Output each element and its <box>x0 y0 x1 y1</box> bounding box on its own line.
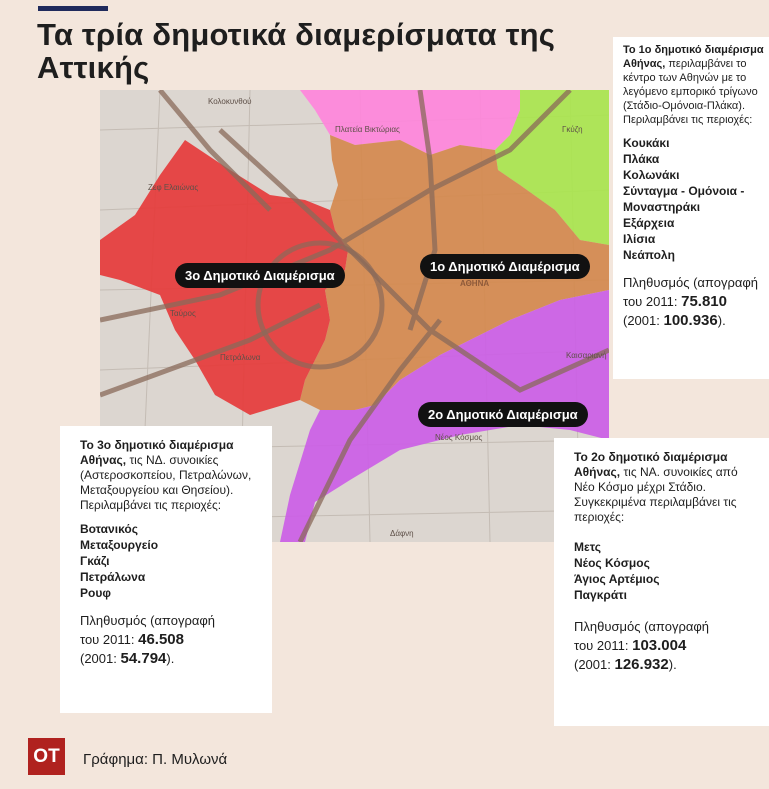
area-item: Ρουφ <box>80 586 111 600</box>
place-label: Καισαριανή <box>566 351 607 360</box>
pop-2011-value: 46.508 <box>138 631 184 648</box>
pop-2011-value: 103.004 <box>632 637 687 654</box>
pop-year-2011: του 2011: <box>623 294 678 309</box>
pop-label: Πληθυσμός (απογραφή <box>80 613 216 628</box>
district-2-intro-rest: τις ΝΑ. συνοικίες από Νέο Κόσμο μέχρι Στάδιο. Συγκεκριμένα περιλαμβάνει τις περιοχές: <box>574 465 738 524</box>
area-item: Εξάρχεια <box>623 216 675 230</box>
place-label: ΑΘΗΝΑ <box>460 279 490 288</box>
pop-year-2001: (2001: <box>574 657 611 672</box>
district-2-areas <box>574 539 757 603</box>
district-2-population <box>574 617 757 674</box>
pop-close: ). <box>166 651 175 666</box>
place-label: Γκύζη <box>562 125 583 134</box>
district-1-intro-rest: περιλαμβάνει το κέντρο των Αθηνών με το λεγόμενο εμπορικό τρίγωνο (Στάδιο-Ομόνοια-Πλάκα). <box>623 58 758 112</box>
pop-year-2011: του 2011: <box>574 638 629 653</box>
pop-label: Πληθυσμός (απογραφή <box>623 275 759 290</box>
area-item: Άγιος Αρτέμιος <box>574 572 660 586</box>
place-label: Δάφνη <box>390 529 414 538</box>
pop-2001-value: 54.794 <box>120 650 167 667</box>
pop-year-2011: του 2011: <box>80 632 135 647</box>
place-label: Ταύρος <box>170 309 196 318</box>
district-2-label: 2ο Δημοτικό Διαμέρισμα <box>418 402 588 427</box>
page-title: Τα τρία δημοτικά διαμερίσματα της Αττικής <box>37 17 556 85</box>
area-item: Κουκάκι <box>623 136 670 150</box>
pop-year-2001: (2001: <box>623 313 660 328</box>
area-item: Μοναστηράκι <box>623 200 701 214</box>
pop-label: Πληθυσμός (απογραφή <box>574 619 710 634</box>
district-1-label: 1ο Δημοτικό Διαμέρισμα <box>420 254 590 279</box>
ot-logo: ΟΤ <box>28 738 65 775</box>
place-label: Ζεφ Ελαιώνας <box>148 183 199 192</box>
place-label: Κολοκυνθού <box>208 97 252 106</box>
pop-close: ). <box>717 313 726 328</box>
district-1-info-panel <box>613 37 769 379</box>
pop-2011-value: 75.810 <box>681 293 727 310</box>
place-label: Πλατεία Βικτώριας <box>335 125 400 134</box>
place-label: Νέος Κόσμος <box>435 433 483 442</box>
place-label: Πετράλωνα <box>220 353 261 362</box>
pop-year-2001: (2001: <box>80 651 117 666</box>
district-3-info-panel <box>60 426 272 713</box>
graphic-credit: Γράφημα: Π. Μυλωνά <box>83 751 228 768</box>
district-1-areas-label: Περιλαμβάνει τις περιοχές: <box>623 114 753 126</box>
area-item: Ιλίσια <box>623 232 656 246</box>
district-1-intro <box>623 43 769 127</box>
pop-close: ). <box>668 657 677 672</box>
district-2-intro <box>574 450 757 525</box>
district-3-areas <box>80 521 260 601</box>
area-item: Γκάζι <box>80 554 110 568</box>
district-1-areas <box>623 135 769 263</box>
district-3-intro-bold: Το 3ο δημοτικό διαμέρισμα Αθήνας, <box>80 438 234 467</box>
pop-2001-value: 126.932 <box>614 656 669 673</box>
district-3-label: 3ο Δημοτικό Διαμέρισμα <box>175 263 345 288</box>
area-item: Παγκράτι <box>574 588 627 602</box>
district-1-intro-bold: Το 1ο δημοτικό διαμέρισμα Αθήνας, <box>623 44 764 70</box>
area-item: Κολωνάκι <box>623 168 680 182</box>
district-3-intro <box>80 438 260 513</box>
area-item: Μεταξουργείο <box>80 538 159 552</box>
area-item: Σύνταγμα - Ομόνοια - <box>623 184 745 198</box>
district-2-info-panel <box>554 438 769 726</box>
area-item: Πλάκα <box>623 152 660 166</box>
district-3-intro-rest: τις ΝΔ. συνοικίες (Αστεροσκοπείου, Πετραλώνων, Μεταξουργείου και Θησείου). Περιλαμβάνει τις περιοχές: <box>80 453 252 512</box>
area-item: Νέος Κόσμος <box>574 556 650 570</box>
district-3-population <box>80 611 260 668</box>
area-item: Βοτανικός <box>80 522 138 536</box>
district-2-intro-bold: Το 2ο δημοτικό διαμέρισμα Αθήνας, <box>574 450 728 479</box>
area-item: Πετράλωνα <box>80 570 146 584</box>
district-1-population <box>623 273 769 330</box>
area-item: Νεάπολη <box>623 248 675 262</box>
area-item: Μετς <box>574 540 601 554</box>
title-accent-rule <box>38 6 108 11</box>
pop-2001-value: 100.936 <box>663 312 718 329</box>
